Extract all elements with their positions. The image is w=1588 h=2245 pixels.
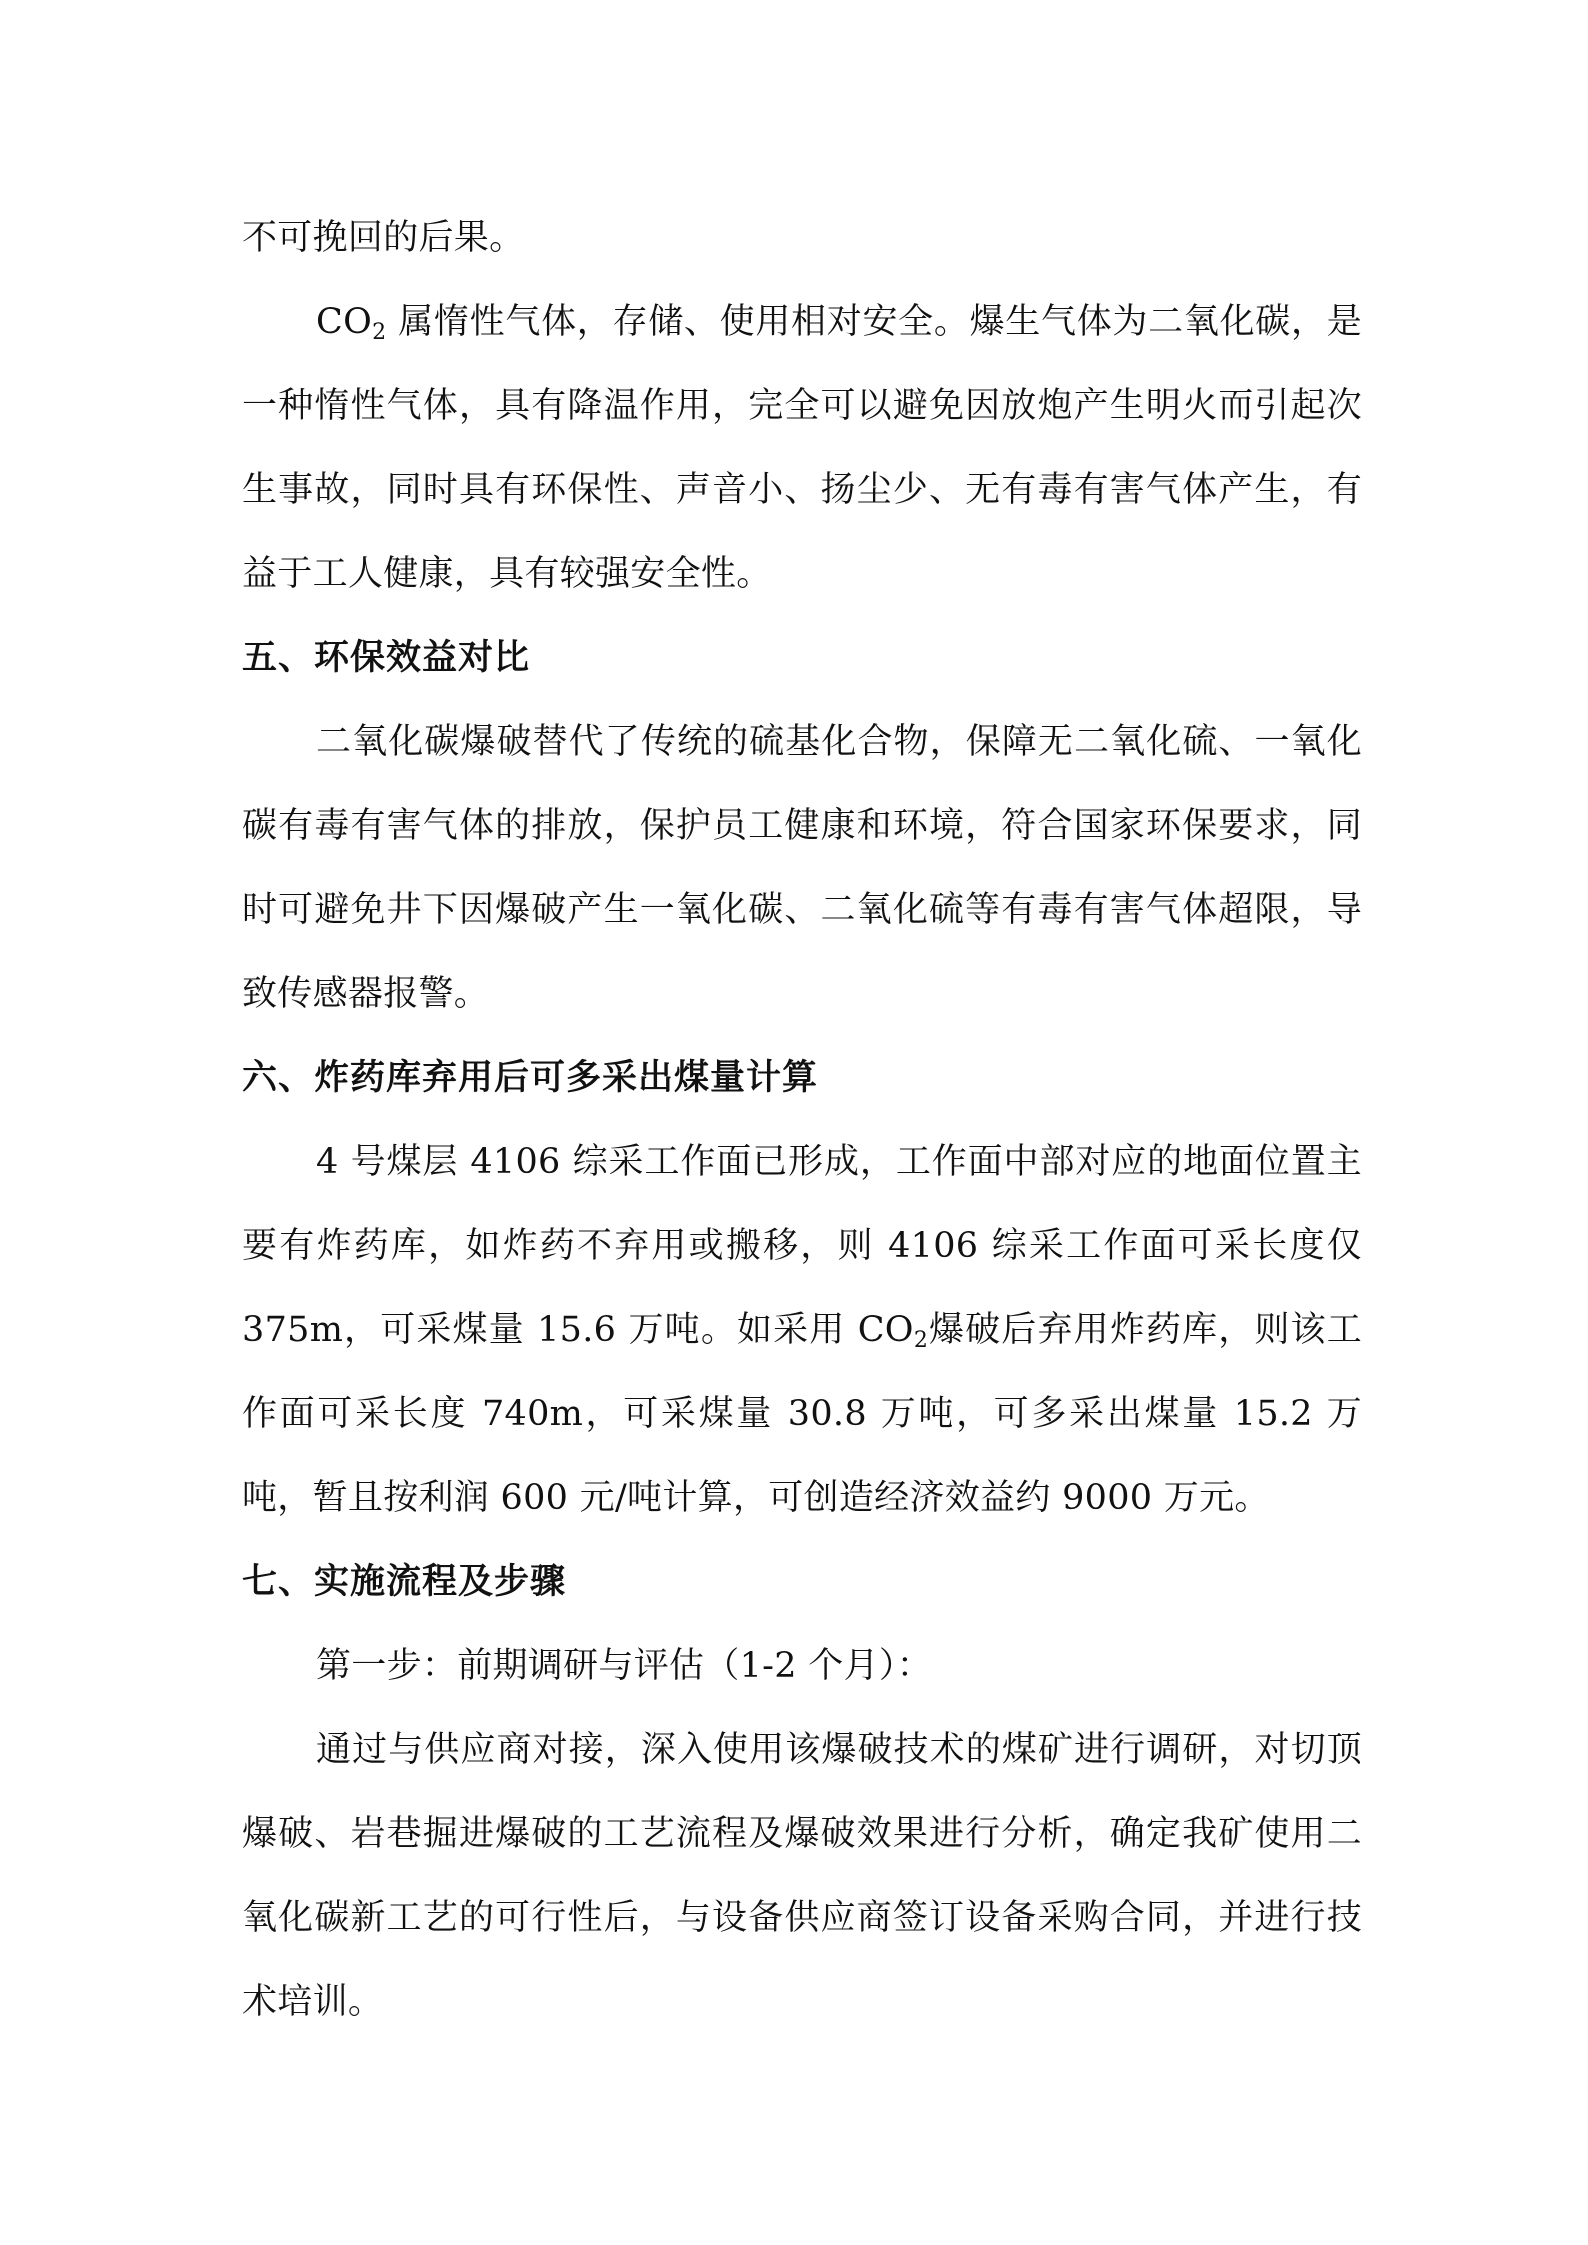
paragraph-continuation	[242, 196, 1362, 280]
paragraph-co2-safety	[242, 280, 1362, 616]
document-body	[242, 196, 1362, 2044]
paragraph-coal-calculation-text-a: 4 号煤层 4106 综采工作面已形成，工作面中部对应的地面位置主要有炸药库，如炸药不弃用或搬移，则 4106 综采工作面可采长度仅 375m，可采煤量 15.6 万吨。如采用 CO	[242, 1142, 1362, 1350]
paragraph-environmental-benefits-text: 二氧化碳爆破替代了传统的硫基化合物，保障无二氧化硫、一氧化碳有毒有害气体的排放，保护员工健康和环境，符合国家环保要求，同时可避免井下因爆破产生一氧化碳、二氧化硫等有毒有害气体超限，导致传感器报警。	[242, 722, 1362, 1014]
heading-section-6: 六、炸药库弃用后可多采出煤量计算	[242, 1058, 819, 1098]
paragraph-co2-safety-text: 属惰性气体，存储、使用相对安全。爆生气体为二氧化碳，是一种惰性气体，具有降温作用，完全可以避免因放炮产生明火而引起次生事故，同时具有环保性、声音小、扬尘少、无有毒有害气体产生，有益于工人健康，具有较强安全性。	[242, 302, 1362, 594]
heading-section-7: 七、实施流程及步骤	[242, 1562, 567, 1602]
co2-formula-prefix: CO	[316, 302, 373, 342]
co2-subscript-2: 2	[913, 1328, 929, 1353]
paragraph-coal-calculation-text-b: 爆破后弃用炸药库，则该工作面可采长度 740m，可采煤量 30.8 万吨，可多采出煤量 15.2 万吨，暂且按利润 600 元/吨计算，可创造经济效益约 9000 万元。	[242, 1310, 1362, 1518]
paragraph-continuation-text: 不可挽回的后果。	[242, 218, 525, 258]
co2-subscript: 2	[372, 320, 387, 345]
paragraph-environmental-benefits	[242, 700, 1362, 1036]
paragraph-step-1-title	[242, 1624, 1362, 1708]
paragraph-step-1-title-text: 第一步：前期调研与评估（1-2 个月）：	[316, 1646, 932, 1686]
heading-section-5: 五、环保效益对比	[242, 638, 531, 678]
paragraph-step-1-detail	[242, 1708, 1362, 2044]
paragraph-step-1-detail-text: 通过与供应商对接，深入使用该爆破技术的煤矿进行调研，对切顶爆破、岩巷掘进爆破的工艺流程及爆破效果进行分析，确定我矿使用二氧化碳新工艺的可行性后，与设备供应商签订设备采购合同，并进行技术培训。	[242, 1730, 1362, 2022]
paragraph-coal-calculation	[242, 1120, 1362, 1540]
